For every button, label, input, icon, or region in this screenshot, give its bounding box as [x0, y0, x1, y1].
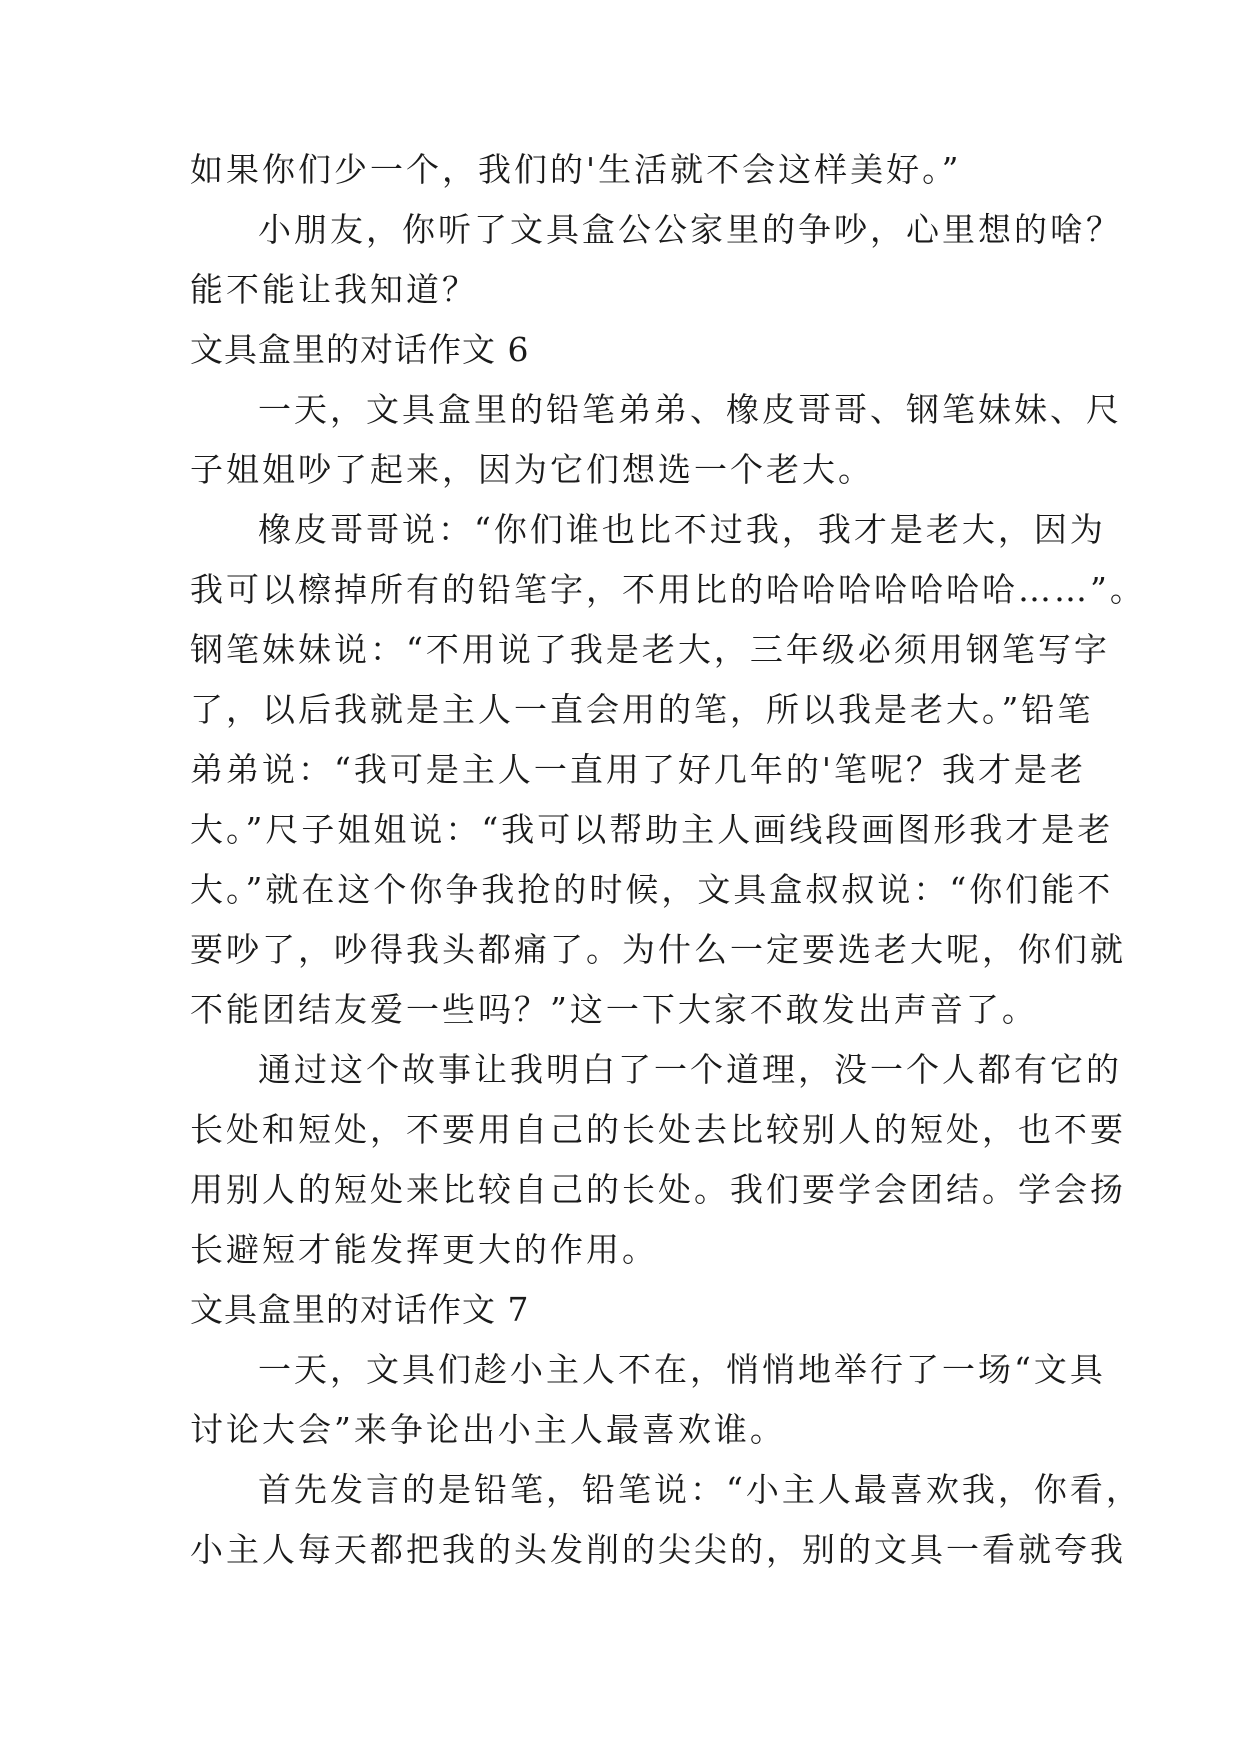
- text-line: 不能团结友爱一些吗？”这一下大家不敢发出声音了。: [190, 990, 1038, 1029]
- section-heading: 文具盒里的对话作文 6: [190, 330, 530, 369]
- essay-body: [190, 140, 1146, 1580]
- text-line: 通过这个故事让我明白了一个道理，没一个人都有它的: [258, 1050, 1122, 1089]
- text-line: 一天，文具盒里的铅笔弟弟、橡皮哥哥、钢笔妹妹、尺: [258, 390, 1122, 429]
- text-line: 钢笔妹妹说：“不用说了我是老大，三年级必须用钢笔写字: [190, 630, 1110, 669]
- text-line: 大。”就在这个你争我抢的时候，文具盒叔叔说：“你们能不: [190, 870, 1114, 909]
- text-line: 一天，文具们趁小主人不在，悄悄地举行了一场“文具: [258, 1350, 1106, 1389]
- text-line: 弟弟说：“我可是主人一直用了好几年的'笔呢？我才是老: [190, 750, 1086, 789]
- text-line: 要吵了，吵得我头都痛了。为什么一定要选老大呢，你们就: [190, 930, 1126, 969]
- text-line: 我可以檫掉所有的铅笔字，不用比的哈哈哈哈哈哈哈……”。: [190, 570, 1146, 609]
- text-line: 首先发言的是铅笔，铅笔说：“小主人最喜欢我，你看，: [258, 1470, 1142, 1509]
- text-line: 能不能让我知道？: [190, 270, 478, 309]
- section-heading: 文具盒里的对话作文 7: [190, 1290, 530, 1329]
- text-line: 讨论大会”来争论出小主人最喜欢谁。: [190, 1410, 786, 1449]
- text-line: 长处和短处，不要用自己的长处去比较别人的短处，也不要: [190, 1110, 1126, 1149]
- text-line: 橡皮哥哥说：“你们谁也比不过我，我才是老大，因为: [258, 510, 1106, 549]
- text-line: 子姐姐吵了起来，因为它们想选一个老大。: [190, 450, 874, 489]
- text-line: 小主人每天都把我的头发削的尖尖的，别的文具一看就夸我: [190, 1530, 1126, 1569]
- text-line: 用别人的短处来比较自己的长处。我们要学会团结。学会扬: [190, 1170, 1126, 1209]
- text-line: 如果你们少一个，我们的'生活就不会这样美好。”: [190, 150, 962, 189]
- text-line: 小朋友，你听了文具盒公公家里的争吵，心里想的啥？: [258, 210, 1122, 249]
- text-line: 了，以后我就是主人一直会用的笔，所以我是老大。”铅笔: [190, 690, 1094, 729]
- text-line: 大。”尺子姐姐说：“我可以帮助主人画线段画图形我才是老: [190, 810, 1114, 849]
- text-line: 长避短才能发挥更大的作用。: [190, 1230, 658, 1269]
